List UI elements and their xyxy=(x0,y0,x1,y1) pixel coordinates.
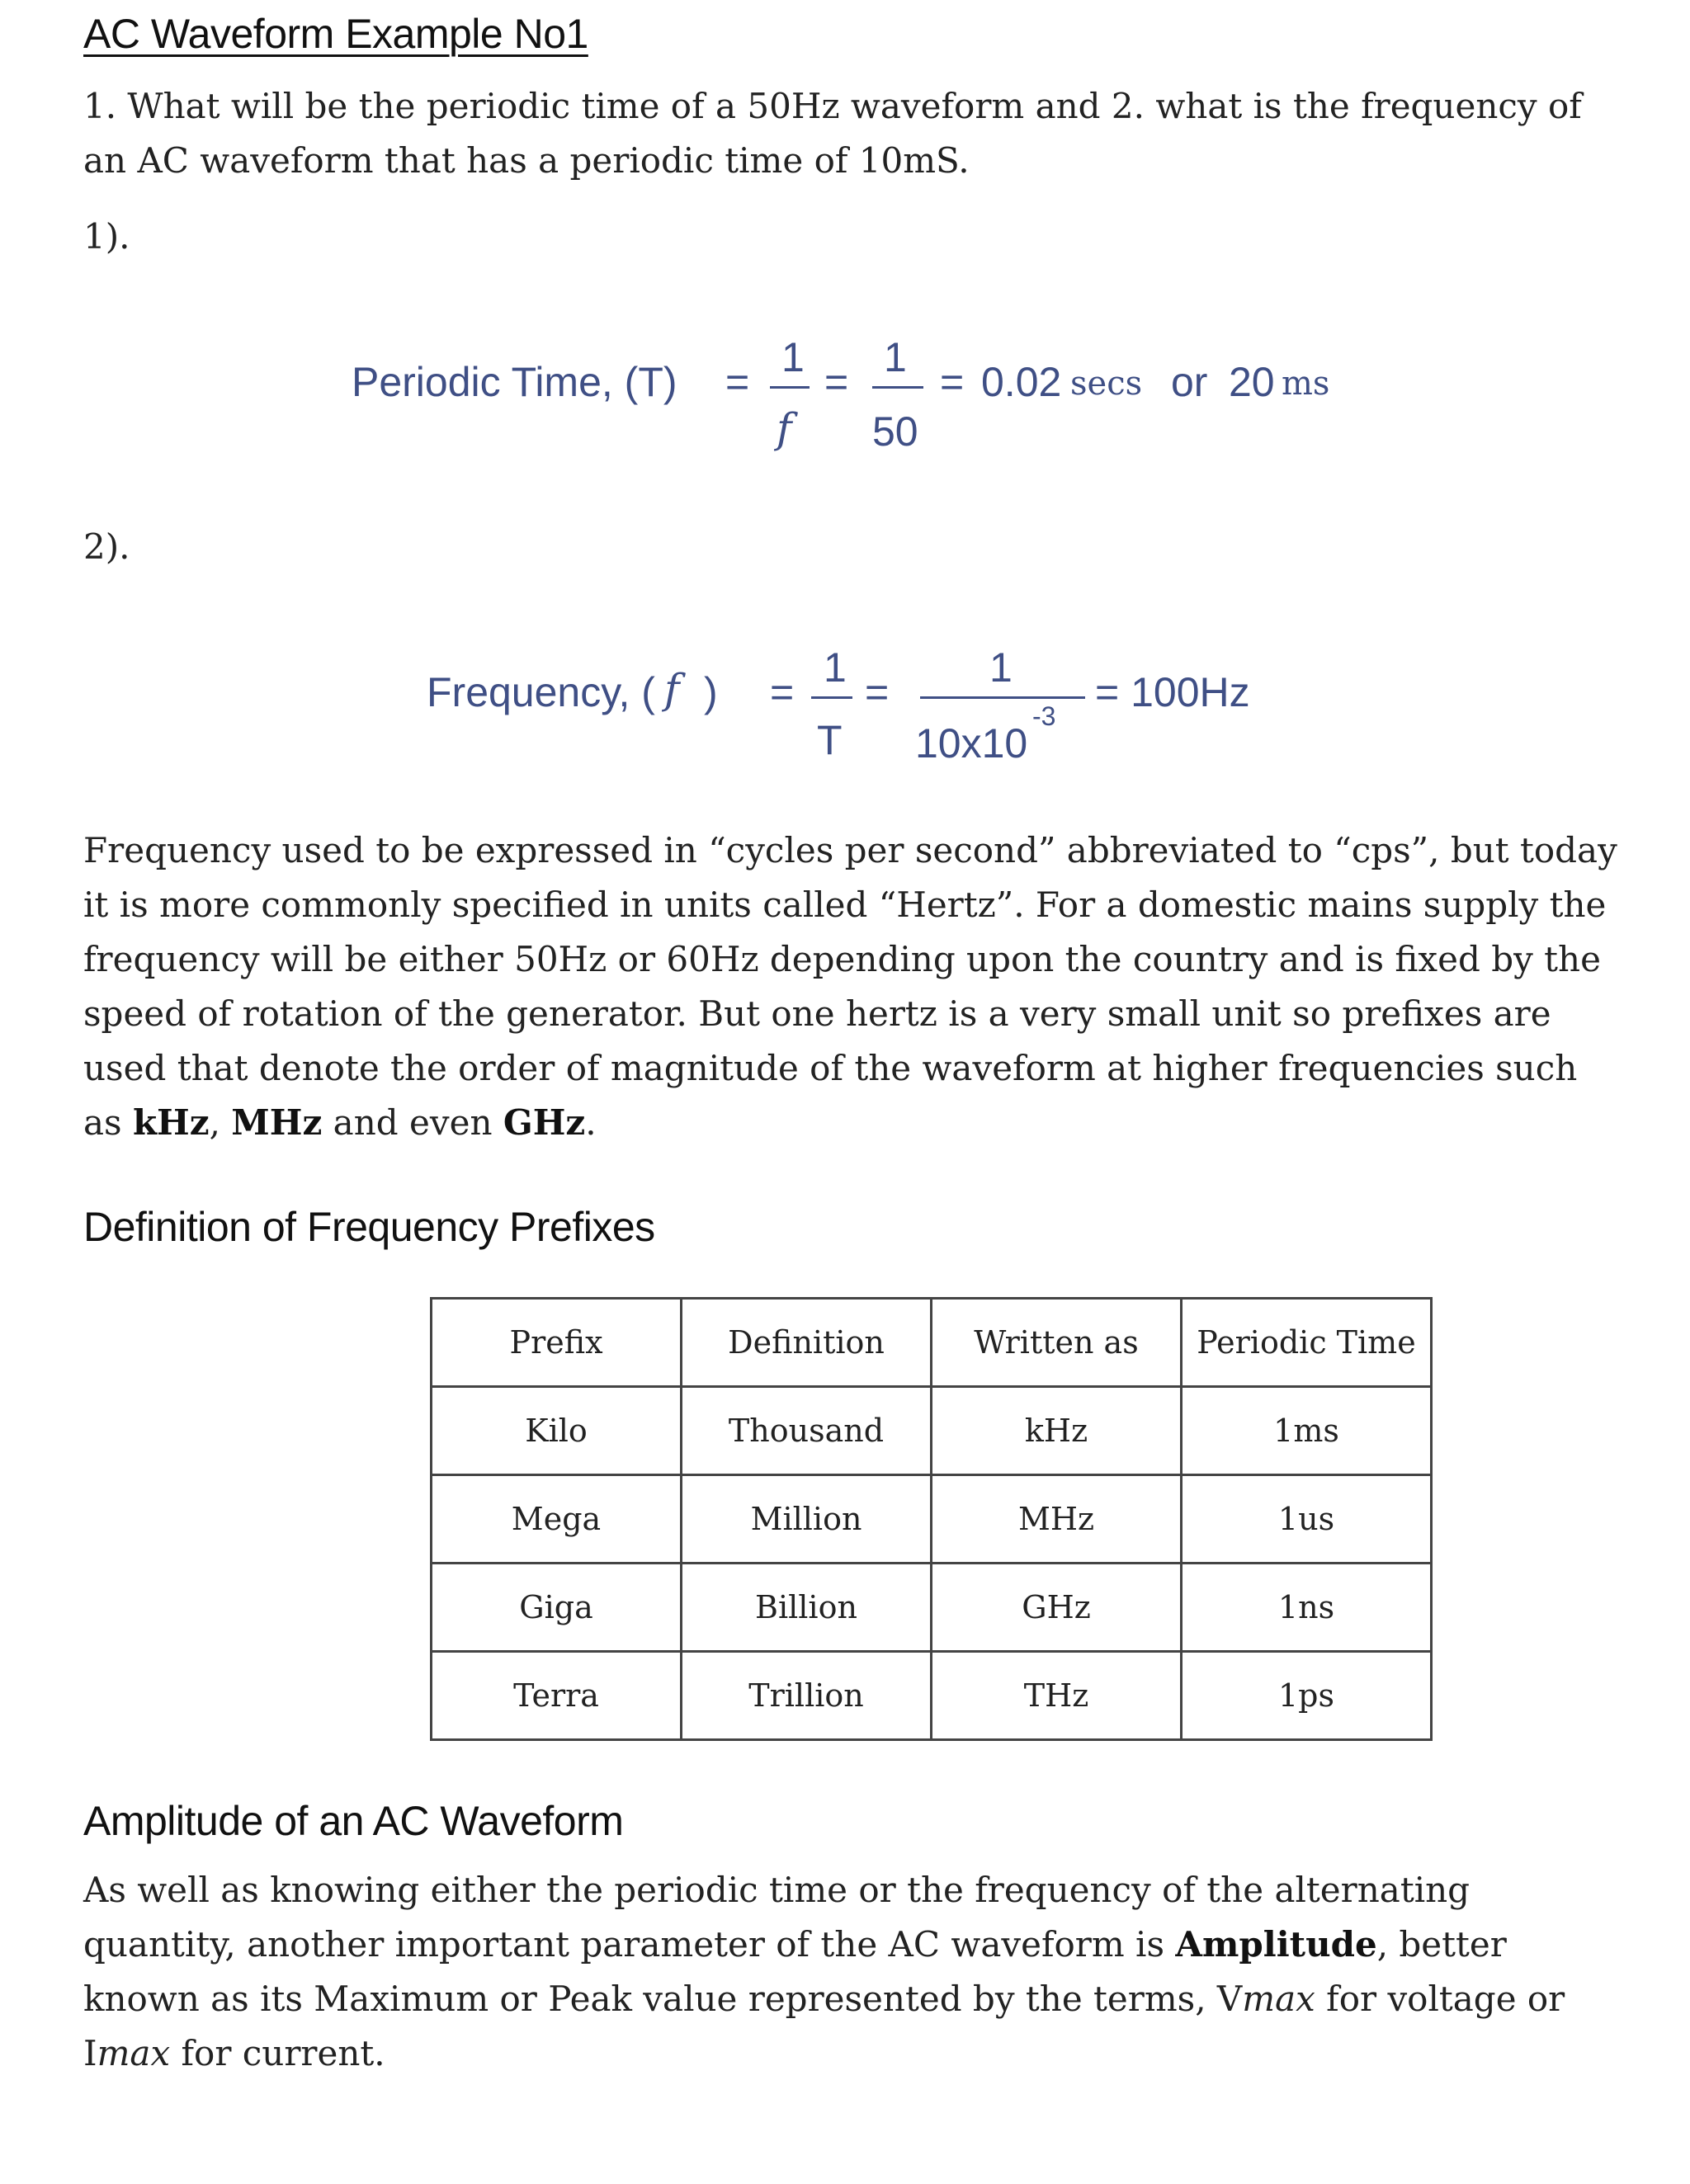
prefix-heading: Definition of Frequency Prefixes xyxy=(83,1204,655,1250)
formula2-eq1: = xyxy=(770,669,795,715)
table-row xyxy=(432,1387,1432,1475)
formula1-eq1: = xyxy=(725,359,750,405)
table-cell: Kilo xyxy=(432,1387,682,1475)
vmax-subscript: max xyxy=(1242,1979,1315,2019)
frequency-prefix-table xyxy=(430,1297,1433,1741)
amplitude-heading: Amplitude of an AC Waveform xyxy=(83,1798,624,1844)
table-cell: GHz xyxy=(932,1564,1182,1652)
step-2-label: 2). xyxy=(83,526,130,567)
formula1-den2: 50 xyxy=(872,408,918,455)
formula1-bar2 xyxy=(872,386,923,389)
table-header-cell: Periodic Time xyxy=(1182,1299,1432,1387)
step-1-label: 1). xyxy=(83,216,130,257)
amp-para-text1: As well as knowing either the periodic time or the frequency of the alternating quantity, another important parameter of the AC waveform is xyxy=(83,1870,1470,1965)
formula1-result-or: or xyxy=(1171,359,1208,405)
table-header-cell: Prefix xyxy=(432,1299,682,1387)
amp-para-text3: for voltage or I xyxy=(83,1979,1565,2073)
formula1-result-b: 20 xyxy=(1229,359,1275,405)
imax-subscript: max xyxy=(97,2033,171,2073)
formula2-lhs-b: ) xyxy=(704,669,718,715)
table-cell: THz xyxy=(932,1652,1182,1740)
table-cell: kHz xyxy=(932,1387,1182,1475)
formula1-result-unit-b: ms xyxy=(1282,365,1330,403)
formula2-lhs-a: Frequency, ( xyxy=(427,669,655,715)
table-cell: 1ps xyxy=(1182,1652,1432,1740)
amp-para-text4: for current. xyxy=(170,2033,385,2073)
formula2-num2: 1 xyxy=(989,644,1013,691)
formula2-lhs-f: f xyxy=(664,665,680,713)
ghz-term: GHz xyxy=(503,1102,586,1143)
freq-para-sep1: , xyxy=(209,1102,232,1143)
formula1-result-unit-a: secs xyxy=(1070,365,1143,403)
table-cell: Billion xyxy=(682,1564,932,1652)
formula1-lhs: Periodic Time, (T) xyxy=(352,359,677,405)
table-row xyxy=(432,1564,1432,1652)
khz-term: kHz xyxy=(132,1102,210,1143)
formula1-den1: f xyxy=(777,404,792,452)
amp-para-text2: , better known as its Maximum or Peak value represented by the terms, V xyxy=(83,1924,1507,2019)
table-cell: Trillion xyxy=(682,1652,932,1740)
table-cell: Giga xyxy=(432,1564,682,1652)
table-row xyxy=(432,1475,1432,1564)
table-cell: Mega xyxy=(432,1475,682,1564)
table-header-cell: Definition xyxy=(682,1299,932,1387)
freq-para-text: Frequency used to be expressed in “cycles per second” abbreviated to “cps”, but today it is more commonly specified in units called “Hertz”. For a domestic mains supply the frequency will be either 50Hz or 60Hz depending upon the country and is fixed by the speed of rotation of the generator. But one hertz is a very small unit so prefixes are used that denote the order of magnitude of the waveform at higher frequencies such as xyxy=(83,830,1617,1143)
amplitude-term: Amplitude xyxy=(1175,1924,1377,1965)
formula2-den1: T xyxy=(817,717,843,763)
page-title: AC Waveform Example No1 xyxy=(83,11,588,57)
formula2-den2-exp: -3 xyxy=(1032,701,1056,731)
formula1-num1: 1 xyxy=(781,334,805,380)
formula1-num2: 1 xyxy=(884,334,907,380)
formula1-result-a: 0.02 xyxy=(981,359,1062,405)
amplitude-paragraph xyxy=(83,1863,1626,2081)
table-cell: MHz xyxy=(932,1475,1182,1564)
question-text: 1. What will be the periodic time of a 50Hz waveform and 2. what is the frequency of an AC waveform that has a periodic time of 10mS. xyxy=(83,86,1582,181)
mhz-term: MHz xyxy=(231,1102,323,1143)
formula2-result: = 100Hz xyxy=(1095,669,1250,715)
table-row xyxy=(432,1652,1432,1740)
table-header-row xyxy=(432,1299,1432,1387)
table-cell: 1ns xyxy=(1182,1564,1432,1652)
freq-para-end: . xyxy=(585,1102,597,1143)
freq-para-sep2: and even xyxy=(322,1102,503,1143)
table-cell: Million xyxy=(682,1475,932,1564)
formula2-bar1 xyxy=(811,696,852,699)
formula2-num1: 1 xyxy=(824,644,847,691)
table-cell: Thousand xyxy=(682,1387,932,1475)
formula1-eq2: = xyxy=(824,359,849,405)
table-cell: 1us xyxy=(1182,1475,1432,1564)
formula2-bar2 xyxy=(920,696,1085,699)
formula1-result-eq: = xyxy=(940,359,965,405)
table-header-cell: Written as xyxy=(932,1299,1182,1387)
formula2-eq2: = xyxy=(865,669,890,715)
table-cell: 1ms xyxy=(1182,1387,1432,1475)
frequency-paragraph xyxy=(83,823,1626,1150)
formula2-den2-base: 10x10 xyxy=(915,720,1028,767)
formula1-bar1 xyxy=(770,386,810,389)
table-cell: Terra xyxy=(432,1652,682,1740)
